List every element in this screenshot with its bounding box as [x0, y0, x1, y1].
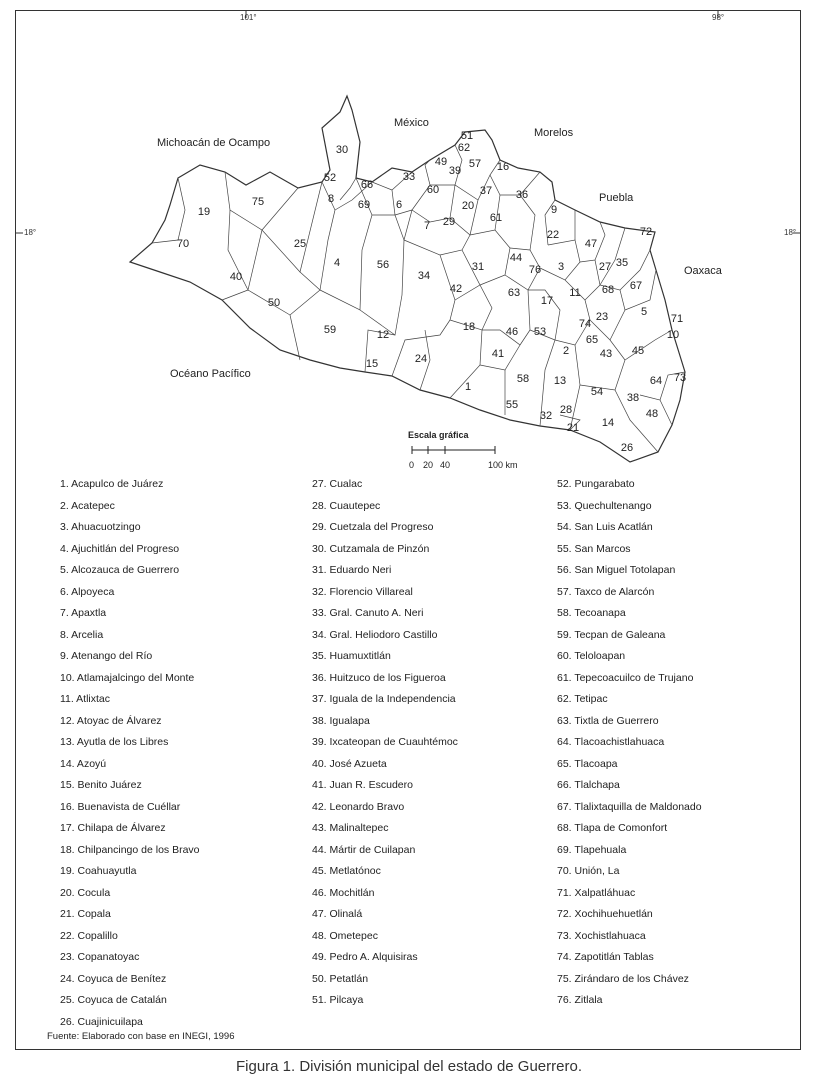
legend-item: 65. Tlacoapa: [557, 757, 618, 770]
legend-item: 3. Ahuacuotzingo: [60, 521, 141, 533]
legend-item: 4. Ajuchitlán del Progreso: [60, 542, 180, 555]
municipality-number: 74: [578, 318, 592, 330]
municipality-number: 20: [461, 200, 475, 212]
legend-item: 6. Alpoyeca: [60, 585, 115, 598]
scale-label-40: 40: [440, 460, 451, 470]
legend-item: 60. Teloloapan: [557, 650, 626, 662]
legend-item: 12. Atoyac de Álvarez: [60, 714, 162, 727]
legend-item: 28. Cuautepec: [312, 499, 381, 512]
legend-item: 53. Quechultenango: [557, 499, 652, 512]
municipality-number: 62: [457, 142, 471, 154]
municipality-number: 70: [176, 238, 190, 250]
legend-item: 52. Pungarabato: [557, 478, 635, 490]
municipality-number: 61: [489, 212, 503, 224]
legend-item: 66. Tlalchapa: [557, 779, 620, 791]
municipality-number: 27: [598, 261, 612, 273]
municipality-number: 32: [539, 410, 553, 422]
municipality-number: 6: [395, 199, 403, 211]
legend-item: 69. Tlapehuala: [557, 843, 627, 856]
municipality-number: 50: [267, 297, 281, 309]
municipality-number: 38: [626, 392, 640, 404]
legend-item: 27. Cualac: [312, 478, 363, 490]
legend-item: 22. Copalillo: [60, 929, 118, 942]
municipality-number: 19: [197, 206, 211, 218]
legend-column-3: [557, 474, 702, 1012]
legend-item: 37. Iguala de la Independencia: [312, 693, 456, 705]
legend-item: 5. Alcozauca de Guerrero: [60, 564, 180, 576]
legend-item: 9. Atenango del Río: [60, 650, 153, 662]
legend-column-2: [312, 474, 458, 1012]
municipality-number: 68: [601, 284, 615, 296]
municipality-number: 29: [442, 216, 456, 228]
municipality-number: 60: [426, 184, 440, 196]
municipality-number: 65: [585, 334, 599, 346]
municipality-number: 69: [357, 199, 371, 211]
municipality-number: 73: [673, 372, 687, 384]
municipality-number: 9: [550, 204, 558, 216]
legend-item: 71. Xalpatláhuac: [557, 886, 636, 899]
legend-item: 31. Eduardo Neri: [312, 564, 392, 576]
municipality-number: 2: [562, 345, 570, 357]
legend-item: 2. Acatepec: [60, 499, 115, 512]
legend-item: 36. Huitzuco de los Figueroa: [312, 671, 446, 684]
state-outline: [130, 96, 685, 462]
municipality-number: 45: [631, 345, 645, 357]
municipality-number: 58: [516, 373, 530, 385]
lon-label-left: 101°: [240, 13, 257, 22]
legend-item: 50. Petatlán: [312, 972, 369, 985]
legend-item: 16. Buenavista de Cuéllar: [60, 800, 181, 813]
legend-item: 1. Acapulco de Juárez: [60, 478, 164, 490]
municipality-number: 59: [323, 324, 337, 336]
legend-item: 40. José Azueta: [312, 757, 387, 770]
legend-item: 39. Ixcateopan de Cuauhtémoc: [312, 736, 458, 748]
municipality-number: 22: [546, 229, 560, 241]
municipality-number: 16: [496, 161, 510, 173]
legend-item: 48. Ometepec: [312, 929, 378, 942]
legend-item: 70. Unión, La: [557, 865, 620, 877]
municipality-number: 14: [601, 417, 615, 429]
municipality-number: 8: [327, 193, 335, 205]
municipality-number: 55: [505, 399, 519, 411]
legend-item: 73. Xochistlahuaca: [557, 929, 646, 942]
legend-item: 15. Benito Juárez: [60, 779, 142, 791]
legend-item: 64. Tlacoachistlahuaca: [557, 736, 665, 748]
legend-item: 30. Cutzamala de Pinzón: [312, 542, 430, 555]
legend-item: 68. Tlapa de Comonfort: [557, 822, 668, 834]
legend-item: 26. Cuajinicuilapa: [60, 1015, 143, 1028]
municipality-number: 57: [468, 158, 482, 170]
municipality-number: 25: [293, 238, 307, 250]
legend-item: 34. Gral. Heliodoro Castillo: [312, 628, 438, 641]
municipality-number: 49: [434, 156, 448, 168]
municipality-number: 42: [449, 283, 463, 295]
municipality-number: 26: [620, 442, 634, 454]
legend-item: 14. Azoyú: [60, 757, 107, 770]
municipality-number: 66: [360, 179, 374, 191]
neighbor-morelos: Morelos: [534, 127, 574, 139]
legend-item: 11. Atlixtac: [60, 693, 110, 705]
municipality-number: 75: [251, 196, 265, 208]
legend-item: 62. Tetipac: [557, 693, 608, 705]
legend-item: 54. San Luis Acatlán: [557, 521, 653, 533]
legend-item: 38. Igualapa: [312, 714, 370, 727]
municipality-number: 24: [414, 353, 428, 365]
legend-item: 8. Arcelia: [60, 628, 104, 641]
municipality-number: 35: [615, 257, 629, 269]
legend-item: 13. Ayutla de los Libres: [60, 736, 169, 748]
municipality-number: 34: [417, 270, 431, 282]
legend-item: 33. Gral. Canuto A. Neri: [312, 607, 424, 619]
municipality-number: 18: [462, 321, 476, 333]
municipality-number: 41: [491, 348, 505, 360]
scale-bar: [412, 446, 495, 454]
municipality-number: 51: [460, 130, 474, 142]
municipality-number: 43: [599, 348, 613, 360]
legend-item: 43. Malinaltepec: [312, 822, 389, 834]
lon-label-right: 98°: [712, 13, 725, 22]
neighbor-michoacan: Michoacán de Ocampo: [157, 137, 271, 149]
legend-item: 7. Apaxtla: [60, 607, 107, 619]
municipality-number: 39: [448, 165, 462, 177]
municipality-number: 54: [590, 386, 604, 398]
municipality-number: 53: [533, 326, 547, 338]
neighbor-puebla: Puebla: [599, 192, 634, 204]
municipality-number: 33: [402, 171, 416, 183]
legend-item: 58. Tecoanapa: [557, 607, 626, 619]
figure-caption: Figura 1. División municipal del estado de Guerrero.: [235, 1058, 582, 1075]
legend-item: 24. Coyuca de Benítez: [60, 972, 167, 985]
legend-item: 32. Florencio Villareal: [312, 585, 413, 598]
municipality-number: 7: [423, 220, 431, 232]
municipality-number: 15: [365, 358, 379, 370]
legend-item: 18. Chilpancingo de los Bravo: [60, 843, 200, 856]
legend-item: 25. Coyuca de Catalán: [60, 994, 167, 1006]
legend-item: 51. Pilcaya: [312, 994, 364, 1006]
municipality-number: 71: [670, 313, 684, 325]
neighbor-oaxaca: Oaxaca: [684, 265, 722, 277]
legend-item: 44. Mártir de Cuilapan: [312, 843, 416, 856]
lat-label-right: 18°: [784, 228, 797, 237]
municipality-number: 36: [515, 189, 529, 201]
guerrero-map: [0, 0, 818, 470]
scale-title: Escala gráfica: [408, 430, 469, 440]
ocean-label: Océano Pacífico: [170, 368, 251, 380]
legend-column-1: [60, 474, 200, 1033]
legend-item: 29. Cuetzala del Progreso: [312, 521, 434, 533]
legend-item: 74. Zapotitlán Tablas: [557, 951, 654, 963]
municipality-number: 48: [645, 408, 659, 420]
legend-item: 57. Taxco de Alarcón: [557, 585, 655, 598]
legend-item: 55. San Marcos: [557, 542, 631, 555]
legend-item: 20. Cocula: [60, 886, 111, 899]
municipality-number: 67: [629, 280, 643, 292]
municipality-number: 1: [464, 381, 472, 393]
legend-item: 49. Pedro A. Alquisiras: [312, 951, 418, 963]
municipality-number: 72: [639, 226, 653, 238]
scale-label-20: 20: [423, 460, 434, 470]
legend-item: 46. Mochitlán: [312, 886, 375, 899]
municipality-number: 17: [540, 295, 554, 307]
scale-label-0: 0: [409, 460, 415, 470]
municipality-numbers: [177, 130, 686, 454]
municipality-number: 10: [666, 329, 680, 341]
municipality-number: 21: [566, 422, 580, 434]
municipality-number: 40: [229, 271, 243, 283]
municipality-number: 28: [559, 404, 573, 416]
legend-item: 72. Xochihuehuetlán: [557, 908, 653, 920]
municipality-number: 13: [553, 375, 567, 387]
municipality-number: 44: [509, 252, 523, 264]
municipality-number: 47: [584, 238, 598, 250]
municipality-number: 56: [376, 259, 390, 271]
legend-item: 19. Coahuayutla: [60, 865, 137, 877]
legend-item: 35. Huamuxtitlán: [312, 650, 391, 662]
municipality-number: 23: [595, 311, 609, 323]
legend-item: 59. Tecpan de Galeana: [557, 628, 666, 641]
municipality-number: 11: [569, 287, 581, 299]
municipality-number: 3: [557, 261, 565, 273]
neighbor-mexico: México: [394, 117, 429, 129]
legend-item: 67. Tlalixtaquilla de Maldonado: [557, 800, 702, 813]
legend-item: 76. Zitlala: [557, 994, 603, 1006]
municipality-number: 64: [649, 375, 663, 387]
legend-item: 17. Chilapa de Álvarez: [60, 822, 166, 834]
lat-label-left: 18°: [24, 228, 37, 237]
municipality-number: 30: [335, 144, 349, 156]
legend-item: 56. San Miguel Totolapan: [557, 564, 676, 576]
scale-label-100: 100 km: [488, 460, 518, 470]
municipality-number: 12: [376, 329, 390, 341]
source-note: Fuente: Elaborado con base en INEGI, 1996: [47, 1031, 235, 1042]
municipality-number: 76: [528, 264, 542, 276]
legend-item: 75. Zirándaro de los Chávez: [557, 972, 689, 985]
municipality-number: 46: [505, 326, 519, 338]
legend-item: 45. Metlatónoc: [312, 865, 381, 877]
municipality-number: 4: [333, 257, 341, 269]
legend-item: 41. Juan R. Escudero: [312, 779, 413, 791]
municipality-number: 5: [640, 306, 648, 318]
municipality-number: 52: [323, 172, 337, 184]
legend-item: 21. Copala: [60, 908, 111, 920]
municipality-number: 37: [479, 185, 493, 197]
legend-item: 47. Olinalá: [312, 908, 363, 920]
legend-item: 63. Tixtla de Guerrero: [557, 714, 659, 727]
legend-item: 42. Leonardo Bravo: [312, 800, 405, 813]
legend-item: 23. Copanatoyac: [60, 951, 140, 963]
legend-item: 61. Tepecoacuilco de Trujano: [557, 671, 694, 684]
municipality-number: 31: [471, 261, 485, 273]
legend-item: 10. Atlamajalcingo del Monte: [60, 671, 195, 684]
municipality-number: 63: [507, 287, 521, 299]
